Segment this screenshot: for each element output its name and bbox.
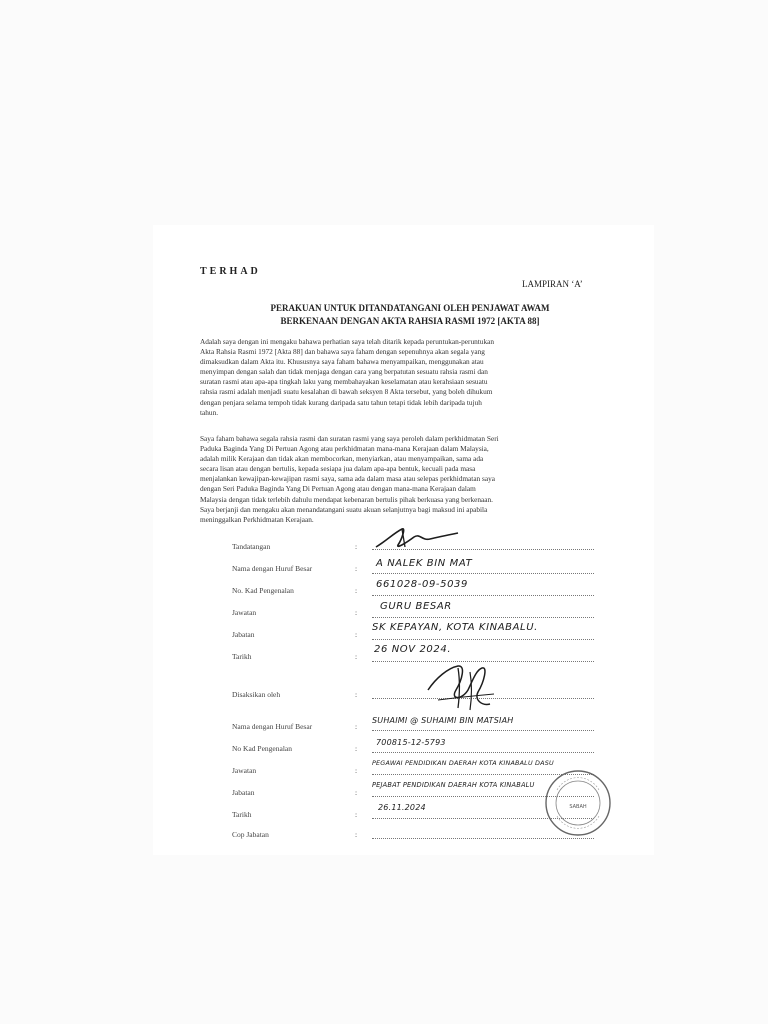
paragraph-line: Akta Rahsia Rasmi 1972 [Akta 88] dan bahawa saya faham dengan sepenuhnya akan segala yang [200,347,485,357]
paragraph-line: secara lisan atau dengan bertulis, kepada sesiapa jua dalam apa-apa bentuk, kecuali pada masa [200,464,476,474]
paragraph-line: adalah milik Kerajaan dan tidak akan membocorkan, menyiarkan, atau menyampaikan, sama ada [200,454,484,464]
department-stamp-label: Cop Jabatan [232,830,269,839]
declarant-dept-label: Jabatan [232,630,255,639]
declarant-name-value: A NALEK BIN MAT [376,558,473,569]
paragraph-line: dengan penjara selama tempoh tidak kurang daripada satu tahun tetapi tidak lebih daripada tujuh [200,397,482,407]
colon: : [355,542,358,551]
colon: : [355,830,358,839]
colon: : [355,744,358,753]
colon: : [355,722,358,731]
witness-date-value: 26.11.2024 [378,803,426,812]
document-title-line-1: PERAKUAN UNTUK DITANDATANGANI OLEH PENJAWAT AWAM [270,303,550,313]
colon: : [355,586,358,595]
declarant-signature [372,523,462,555]
answer-line [372,639,594,640]
declarant-ic-value: 661028-09-5039 [376,579,468,590]
witness-ic-value: 700815-12-5793 [376,738,446,747]
answer-line [372,595,594,596]
colon: : [355,766,358,775]
declarant-dept-value: SK KEPAYAN, KOTA KINABALU. [372,622,538,633]
answer-line [372,752,594,753]
paragraph-line: Saya faham bahawa segala rahsia rasmi dan suratan rasmi yang saya peroleh dalam perkhidmatan Seri [200,434,499,443]
declarant-post-label: Jawatan [232,608,257,617]
department-seal [543,768,613,838]
paragraph-line: tahun. [200,407,219,417]
declaration-paragraph-1 [200,337,612,418]
paragraph-line: dimaksudkan dalam Akta itu. Khususnya saya faham bahawa menyampaikan, menggunakan atau [200,357,484,367]
paragraph-line: suratan rasmi atau apa-apa tingkah laku yang membahayakan keselamatan atau kerahsiaan sesuatu [200,377,488,387]
paragraph-line: Malaysia dengan tidak terlebih dahulu mendapat kebenaran bertulis pihak berkuasa yang berkenaan. [200,494,493,504]
classification-label: TERHAD [200,266,261,277]
witness-post-value: PEGAWAI PENDIDIKAN DAERAH KOTA KINABALU DASU [372,759,554,767]
witness-date-label: Tarikh [232,810,252,819]
paragraph-line: menjalankan kewajipan-kewajipan rasmi saya, sama ada dalam masa atau selepas perkhidmatan saya [200,474,495,484]
witness-dept-value: PEJABAT PENDIDIKAN DAERAH KOTA KINABALU [372,781,535,789]
paragraph-line: Paduka Baginda Yang Di Pertuan Agong atau perkhidmatan mana-mana Kerajaan dalam Malaysia, [200,444,489,454]
witness-name-value: SUHAIMI @ SUHAIMI BIN MATSIAH [372,716,514,725]
witnessed-by-label: Disaksikan oleh [232,690,281,699]
attachment-label: LAMPIRAN ‘A’ [522,279,583,289]
paragraph-line: meninggalkan Perkhidmatan Kerajaan. [200,514,314,524]
paragraph-line: rahsia rasmi adalah menjadi suatu kesalahan di bawah seksyen 8 Akta tersebut, yang boleh dihukum [200,387,493,397]
colon: : [355,564,358,573]
paragraph-line: Saya berjanji dan mengaku akan menandatangani suatu akuan selanjutnya bagi maksud ini apabila [200,504,488,514]
witness-name-label: Nama dengan Huruf Besar [232,722,313,731]
declarant-name-label: Nama dengan Huruf Besar [232,564,313,573]
witness-post-label: Jawatan [232,766,257,775]
signature-label: Tandatangan [232,542,271,551]
paragraph-line: dengan Seri Paduka Baginda Yang Di Pertuan Agong atau dengan mana-mana Kerajaan dalam [200,484,476,494]
witness-signature [418,660,502,716]
answer-line [372,730,594,731]
answer-line [372,573,594,574]
witness-ic-label: No Kad Pengenalan [232,744,292,753]
seal-text: SABAH [569,804,587,810]
declarant-date-value: 26 NOV 2024. [374,644,452,655]
declaration-paragraph-2 [200,434,612,525]
document-title-line-2: BERKENAAN DENGAN AKTA RAHSIA RASMI 1972 [AKTA 88] [280,316,540,326]
colon: : [355,652,358,661]
declarant-ic-label: No. Kad Pengenalan [232,586,294,595]
declarant-date-label: Tarikh [232,652,252,661]
paragraph-line: Adalah saya dengan ini mengaku bahawa perhatian saya telah ditarik kepada peruntukan-peruntukan [200,337,494,346]
witness-dept-label: Jabatan [232,788,255,797]
paragraph-line: menyimpan dengan salah dan tidak menjaga dengan cara yang berpatutan sesuatu rahsia rasmi dan [200,367,488,377]
colon: : [355,690,358,699]
colon: : [355,788,358,797]
answer-line [372,617,594,618]
colon: : [355,608,358,617]
answer-line [372,838,594,839]
colon: : [355,630,358,639]
colon: : [355,810,358,819]
declarant-post-value: GURU BESAR [380,601,452,612]
